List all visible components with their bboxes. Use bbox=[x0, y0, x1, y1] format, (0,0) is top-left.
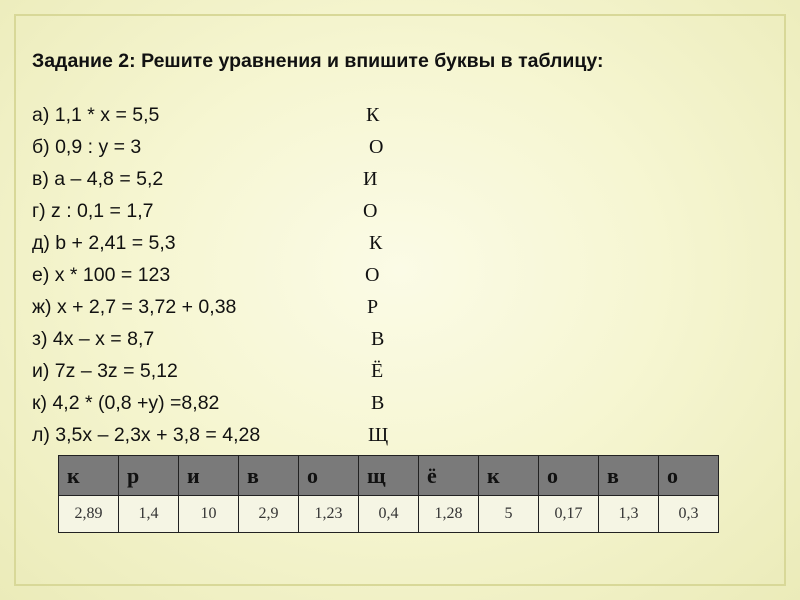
value-cell: 2,89 bbox=[59, 496, 119, 533]
letter-cell: о bbox=[659, 456, 719, 496]
letter-cell: о bbox=[539, 456, 599, 496]
equation-item-v bbox=[32, 168, 452, 198]
equation-letter: О bbox=[363, 200, 378, 222]
letter-cell: в bbox=[239, 456, 299, 496]
letter-cell: и bbox=[179, 456, 239, 496]
equation-item-b bbox=[32, 136, 452, 166]
equation-letter: Ё bbox=[371, 360, 384, 382]
equation-letter: Щ bbox=[368, 424, 389, 446]
value-cell: 0,3 bbox=[659, 496, 719, 533]
letter-cell: щ bbox=[359, 456, 419, 496]
equation-item-a bbox=[32, 104, 452, 134]
equation-letter: В bbox=[371, 392, 385, 414]
equation-item-e bbox=[32, 264, 452, 294]
equation-letter: К bbox=[369, 232, 383, 254]
equation-item-zh bbox=[32, 296, 452, 326]
equation-text: л) 3,5х – 2,3х + 3,8 = 4,28 bbox=[32, 424, 261, 446]
equation-item-k bbox=[32, 392, 452, 422]
equation-item-l bbox=[32, 424, 452, 454]
equation-text: е) x * 100 = 123 bbox=[32, 264, 171, 286]
equation-text: а) 1,1 * х = 5,5 bbox=[32, 104, 160, 126]
value-cell: 10 bbox=[179, 496, 239, 533]
value-cell: 0,17 bbox=[539, 496, 599, 533]
equation-letter: О bbox=[369, 136, 384, 158]
equation-item-d bbox=[32, 232, 452, 262]
equation-text: ж) x + 2,7 = 3,72 + 0,38 bbox=[32, 296, 237, 318]
equation-text: и) 7z – 3z = 5,12 bbox=[32, 360, 178, 382]
equation-letter: О bbox=[365, 264, 380, 286]
equation-letter: И bbox=[363, 168, 378, 190]
value-cell: 1,3 bbox=[599, 496, 659, 533]
letter-cell: ё bbox=[419, 456, 479, 496]
letter-row bbox=[59, 456, 719, 496]
value-cell: 0,4 bbox=[359, 496, 419, 533]
letter-cell: к bbox=[479, 456, 539, 496]
value-cell: 1,28 bbox=[419, 496, 479, 533]
value-cell: 1,4 bbox=[119, 496, 179, 533]
equation-text: г) z : 0,1 = 1,7 bbox=[32, 200, 154, 222]
equation-letter: К bbox=[366, 104, 380, 126]
value-row bbox=[59, 496, 719, 533]
task-title: Задание 2: Решите уравнения и впишите буквы в таблицу: bbox=[32, 50, 604, 72]
equation-item-z bbox=[32, 328, 452, 358]
value-cell: 1,23 bbox=[299, 496, 359, 533]
equation-text: б) 0,9 : у = 3 bbox=[32, 136, 142, 158]
equation-letter: Р bbox=[367, 296, 379, 318]
equation-text: д) b + 2,41 = 5,3 bbox=[32, 232, 176, 254]
equation-item-g bbox=[32, 200, 452, 230]
answer-table bbox=[58, 455, 719, 533]
equation-item-i bbox=[32, 360, 452, 390]
value-cell: 2,9 bbox=[239, 496, 299, 533]
equation-text: к) 4,2 * (0,8 +у) =8,82 bbox=[32, 392, 220, 414]
letter-cell: о bbox=[299, 456, 359, 496]
equation-text: з) 4x – x = 8,7 bbox=[32, 328, 155, 350]
value-cell: 5 bbox=[479, 496, 539, 533]
equation-text: в) а – 4,8 = 5,2 bbox=[32, 168, 164, 190]
letter-cell: р bbox=[119, 456, 179, 496]
equation-letter: В bbox=[371, 328, 385, 350]
letter-cell: к bbox=[59, 456, 119, 496]
letter-cell: в bbox=[599, 456, 659, 496]
